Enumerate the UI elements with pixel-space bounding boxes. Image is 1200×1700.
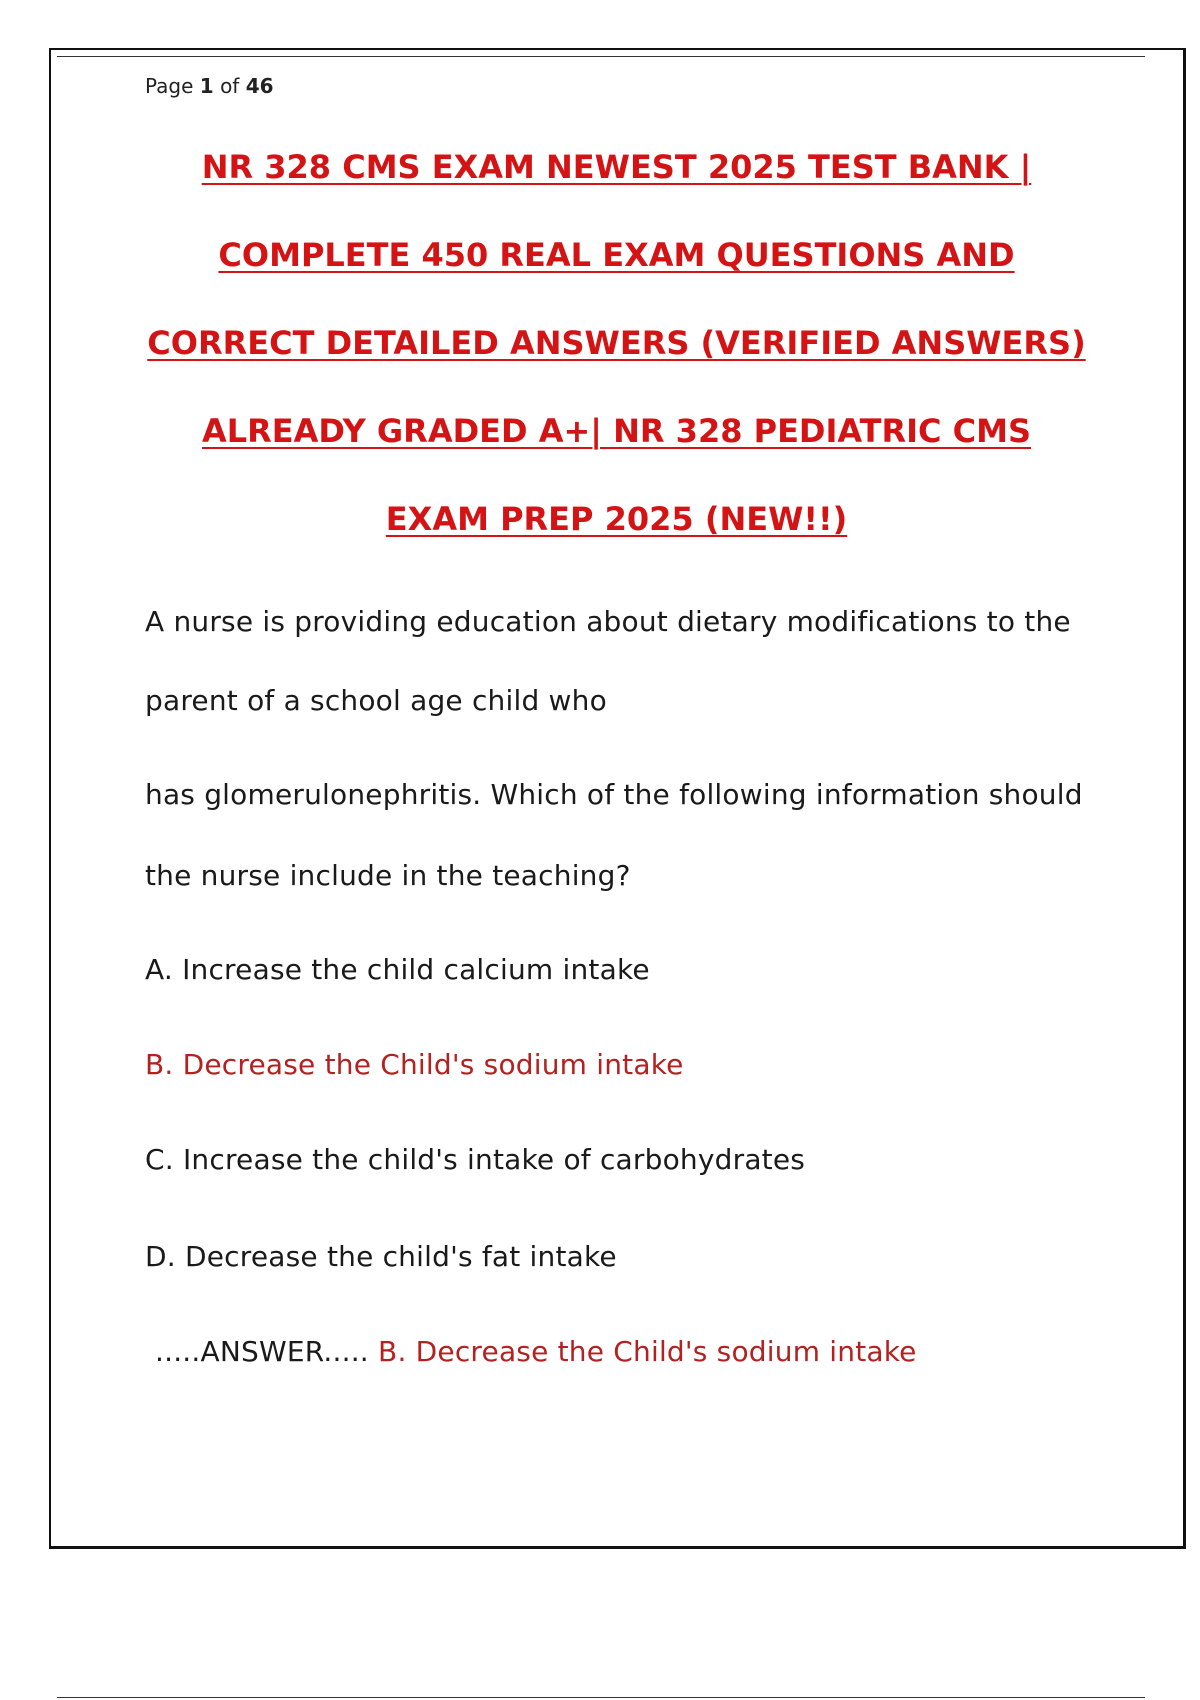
document-title: [100, 143, 1133, 583]
answer-line: [155, 1335, 917, 1368]
option-a: A. Increase the child calcium intake: [145, 953, 650, 986]
question-line: A nurse is providing education about dietary modifications to the: [145, 605, 1071, 638]
answer-prefix: .....ANSWER.....: [155, 1335, 369, 1368]
question-line: has glomerulonephritis. Which of the following information should: [145, 778, 1083, 811]
option-b-correct: B. Decrease the Child's sodium intake: [145, 1048, 684, 1081]
option-d: D. Decrease the child's fat intake: [145, 1240, 617, 1273]
title-line-text: ALREADY GRADED A+| NR 328 PEDIATRIC CMS: [201, 412, 1032, 450]
top-rule: [57, 56, 1145, 57]
title-line-text: NR 328 CMS EXAM NEWEST 2025 TEST BANK |: [201, 148, 1032, 186]
title-line: [100, 407, 1133, 495]
bottom-rule: [57, 1697, 1145, 1698]
title-line-text: CORRECT DETAILED ANSWERS (VERIFIED ANSWERS): [147, 324, 1086, 362]
page-label: Page: [145, 74, 194, 98]
title-line-text: COMPLETE 450 REAL EXAM QUESTIONS AND: [218, 236, 1015, 274]
page-of-label: of: [220, 74, 240, 98]
option-c: C. Increase the child's intake of carbohydrates: [145, 1143, 806, 1176]
title-line: [100, 495, 1133, 583]
title-line: [100, 319, 1133, 407]
question-line: parent of a school age child who: [145, 684, 607, 717]
page-indicator: [145, 74, 274, 98]
question-line: the nurse include in the teaching?: [145, 859, 631, 892]
total-pages-number: 46: [245, 74, 274, 98]
current-page-number: 1: [199, 74, 214, 98]
title-line: [100, 231, 1133, 319]
answer-text: B. Decrease the Child's sodium intake: [378, 1335, 917, 1368]
title-line: [100, 143, 1133, 231]
title-line-text: EXAM PREP 2025 (NEW!!): [385, 500, 848, 538]
